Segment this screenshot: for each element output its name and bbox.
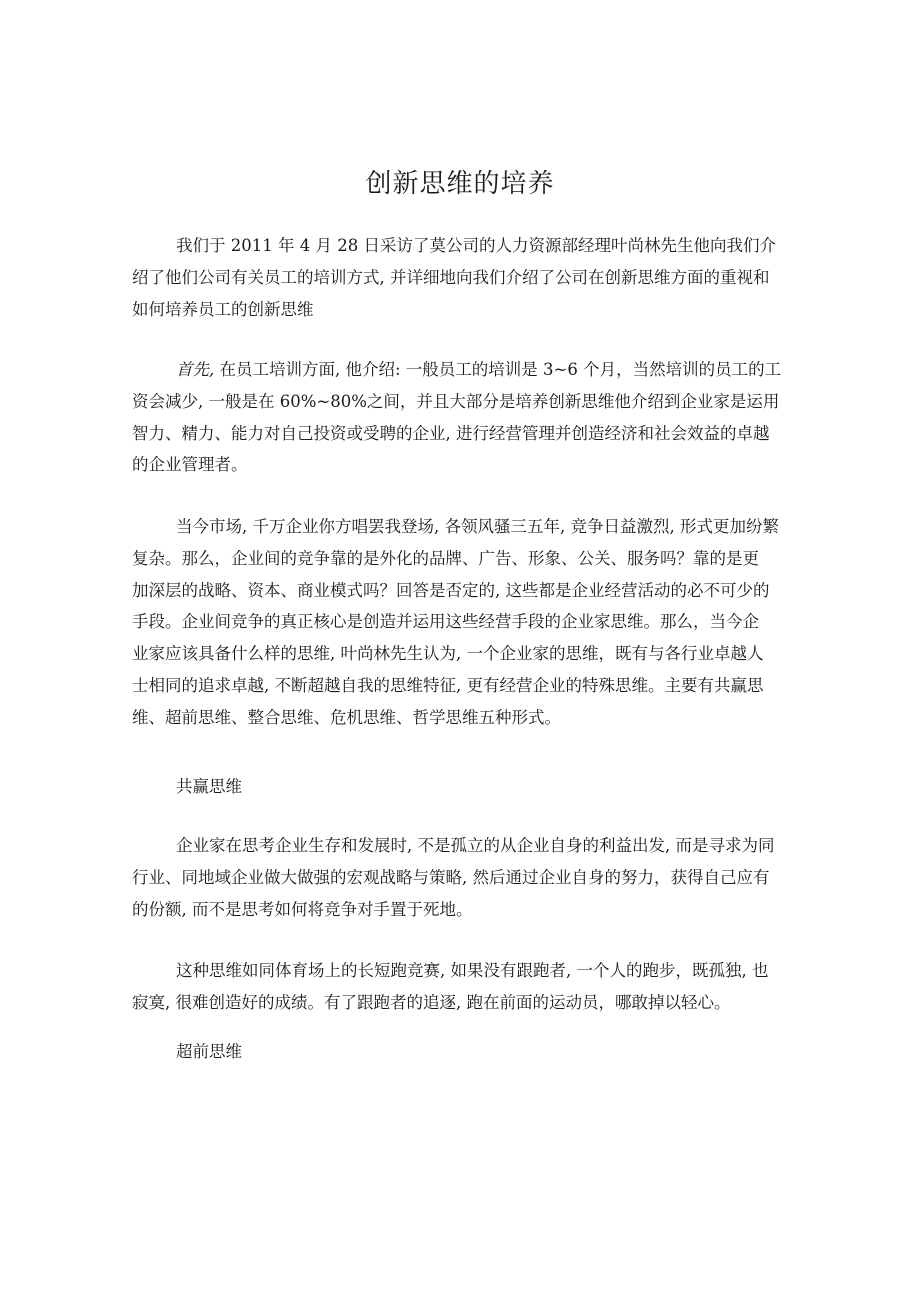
paragraph-line: 绍了他们公司有关员工的培训方式, 并详细地向我们介绍了公司在创新思维方面的重视和	[132, 267, 770, 287]
paragraph-line	[132, 354, 792, 386]
paragraph-line: 士相同的追求卓越, 不断超越自我的思维特征, 更有经营企业的特殊思维。主要有共赢思	[132, 675, 764, 695]
paragraph-line: 复杂。那么，企业间的竞争靠的是外化的品牌、广告、形象、公关、服务吗？靠的是更	[132, 548, 759, 568]
document-title: 创新思维的培养	[365, 169, 555, 199]
paragraph-line: 的份额, 而不是思考如何将竞争对手置于死地。	[132, 899, 473, 919]
paragraph-win-win	[132, 830, 792, 925]
paragraph-race-analogy	[132, 955, 792, 1019]
paragraph-line: 加深层的战略、资本、商业模式吗？回答是否定的, 这些都是企业经营活动的必不可少的	[132, 580, 770, 600]
paragraph-training	[132, 354, 792, 481]
paragraph-line: 寂寞, 很难创造好的成绩。有了跟跑者的追逐, 跑在前面的运动员，哪敢掉以轻心。	[132, 992, 731, 1012]
paragraph-market-competition	[132, 511, 792, 734]
section-heading-win-win: 共赢思维	[176, 777, 242, 796]
paragraph-interview-intro	[132, 230, 792, 325]
italic-lead: 首先,	[176, 360, 215, 379]
paragraph-line: 维、超前思维、整合思维、危机思维、哲学思维五种形式。	[132, 707, 561, 727]
line-text: 在员工培训方面, 他介绍: 一般员工的培训是 3~6 个月，当然培训的员工的工	[214, 360, 782, 379]
paragraph-line: 这种思维如同体育场上的长短跑竞赛, 如果没有跟跑者, 一个人的跑步，既孤独, 也	[176, 961, 769, 980]
paragraph-line: 当今市场, 千万企业你方唱罢我登场, 各领风骚三五年, 竞争日益激烈, 形式更加纷繁	[176, 517, 779, 536]
paragraph-line: 资会减少, 一般是在 60%~80%之间，并且大部分是培养创新思维他介绍到企业家是运用	[132, 391, 780, 411]
paragraph-line: 智力、精力、能力对自己投资或受聘的企业, 进行经营管理并创造经济和社会效益的卓越	[132, 423, 770, 443]
section-heading-forward-thinking: 超前思维	[176, 1042, 242, 1061]
paragraph-line: 如何培养员工的创新思维	[132, 299, 314, 319]
paragraph-line: 手段。企业间竞争的真正核心是创造并运用这些经营手段的企业家思维。那么，当今企	[132, 612, 759, 632]
paragraph-line: 的企业管理者。	[132, 455, 248, 475]
paragraph-line: 我们于 2011 年 4 月 28 日采访了莫公司的人力资源部经理叶尚林先生他向我们介	[176, 236, 776, 255]
paragraph-line: 企业家在思考企业生存和发展时, 不是孤立的从企业自身的利益出发, 而是寻求为同	[176, 836, 775, 855]
paragraph-line: 行业、同地域企业做大做强的宏观战略与策略, 然后通过企业自身的努力，获得自己应有	[132, 867, 770, 887]
paragraph-line: 业家应该具备什么样的思维, 叶尚林先生认为, 一个企业家的思维，既有与各行业卓越人	[132, 644, 764, 664]
